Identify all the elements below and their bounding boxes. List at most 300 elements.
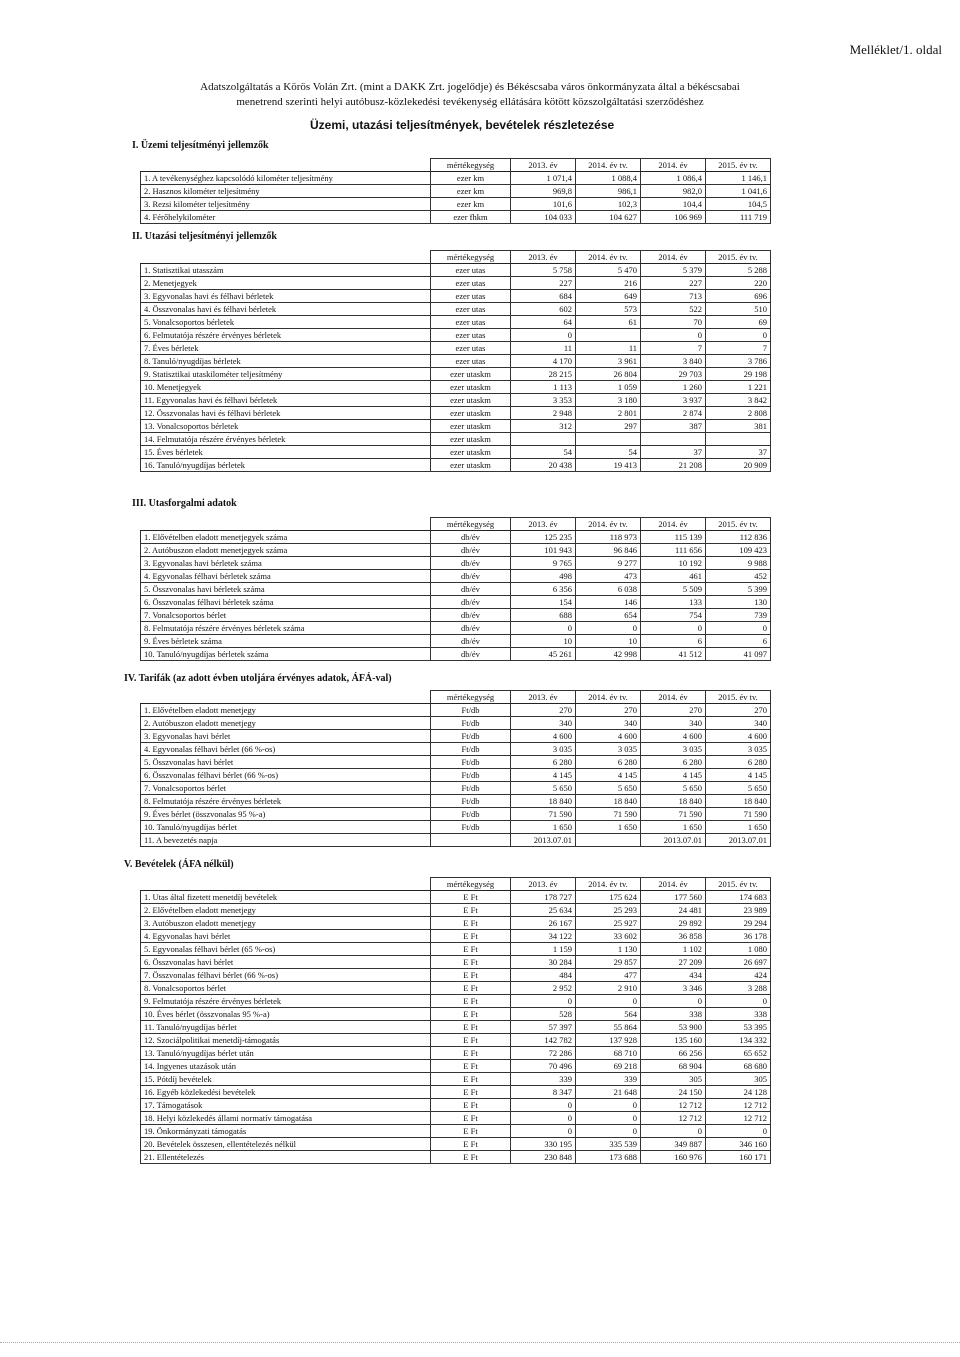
table-row [141, 185, 771, 198]
column-header: 2015. év tv. [706, 691, 771, 704]
row-unit: Ft/db [431, 795, 511, 808]
data-table [140, 250, 771, 472]
section-title: V. Bevételek (ÁFA nélkül) [124, 859, 234, 870]
row-label: 15. Pótdíj bevételek [141, 1073, 431, 1086]
row-value: 24 481 [641, 904, 706, 917]
row-unit: E Ft [431, 1047, 511, 1060]
table-row [141, 808, 771, 821]
row-value: 2013.07.01 [706, 834, 771, 847]
table-row [141, 609, 771, 622]
row-value: 1 059 [576, 381, 641, 394]
row-value: 69 [706, 316, 771, 329]
row-value: 0 [706, 622, 771, 635]
table-header-row [141, 159, 771, 172]
row-value: 1 130 [576, 943, 641, 956]
column-header: mértékegység [431, 518, 511, 531]
row-unit: db/év [431, 544, 511, 557]
section-title: III. Utasforgalmi adatok [132, 498, 237, 509]
row-unit: ezer utaskm [431, 459, 511, 472]
row-value: 10 [576, 635, 641, 648]
table-row [141, 459, 771, 472]
section-title: IV. Tarifák (az adott évben utoljára érvényes adatok, ÁFÁ-val) [124, 673, 392, 684]
row-value [576, 433, 641, 446]
row-value: 1 041,6 [706, 185, 771, 198]
row-value: 452 [706, 570, 771, 583]
row-value: 36 178 [706, 930, 771, 943]
column-header: 2014. év tv. [576, 518, 641, 531]
row-value: 0 [641, 622, 706, 635]
column-header: 2013. év [511, 518, 576, 531]
row-value: 522 [641, 303, 706, 316]
row-value [511, 433, 576, 446]
row-value: 1 159 [511, 943, 576, 956]
row-label: 7. Vonalcsoportos bérlet [141, 782, 431, 795]
row-value: 498 [511, 570, 576, 583]
row-value: 160 976 [641, 1151, 706, 1164]
table-row [141, 782, 771, 795]
row-unit: ezer fhkm [431, 211, 511, 224]
row-label: 9. Felmutatója részére érvényes bérletek [141, 995, 431, 1008]
column-header: 2014. év [641, 251, 706, 264]
row-unit: E Ft [431, 995, 511, 1008]
row-value: 1 650 [576, 821, 641, 834]
row-unit: ezer utaskm [431, 394, 511, 407]
row-value: 29 294 [706, 917, 771, 930]
row-value: 3 035 [511, 743, 576, 756]
row-label: 14. Felmutatója részére érvényes bérletek [141, 433, 431, 446]
row-value: 45 261 [511, 648, 576, 661]
row-label: 3. Rezsi kilométer teljesítmény [141, 198, 431, 211]
row-value: 106 969 [641, 211, 706, 224]
row-value: 28 215 [511, 368, 576, 381]
row-value: 6 [706, 635, 771, 648]
row-unit: ezer utaskm [431, 446, 511, 459]
row-value: 174 683 [706, 891, 771, 904]
row-unit: E Ft [431, 969, 511, 982]
row-value: 3 961 [576, 355, 641, 368]
row-value: 104,4 [641, 198, 706, 211]
row-value: 649 [576, 290, 641, 303]
row-value: 484 [511, 969, 576, 982]
row-value: 227 [641, 277, 706, 290]
row-value: 1 146,1 [706, 172, 771, 185]
row-value: 1 650 [706, 821, 771, 834]
row-unit: E Ft [431, 1008, 511, 1021]
row-unit: ezer utaskm [431, 420, 511, 433]
row-label: 3. Egyvonalas havi bérletek száma [141, 557, 431, 570]
table-row [141, 756, 771, 769]
row-label: 5. Összvonalas havi bérlet [141, 756, 431, 769]
row-label: 3. Egyvonalas havi és félhavi bérletek [141, 290, 431, 303]
row-unit: E Ft [431, 1112, 511, 1125]
row-label: 18. Helyi közlekedés állami normatív támogatása [141, 1112, 431, 1125]
row-value: 5 288 [706, 264, 771, 277]
row-value: 25 927 [576, 917, 641, 930]
row-unit: db/év [431, 570, 511, 583]
row-unit: ezer km [431, 198, 511, 211]
column-header: 2015. év tv. [706, 159, 771, 172]
row-unit [431, 834, 511, 847]
row-value: 70 496 [511, 1060, 576, 1073]
row-value: 0 [641, 995, 706, 1008]
column-header: 2013. év [511, 691, 576, 704]
row-value: 4 600 [706, 730, 771, 743]
column-header: 2014. év [641, 691, 706, 704]
row-label: 6. Összvonalas havi bérlet [141, 956, 431, 969]
row-value: 25 293 [576, 904, 641, 917]
row-value: 5 650 [706, 782, 771, 795]
table-header-row [141, 878, 771, 891]
table-row [141, 743, 771, 756]
row-value: 473 [576, 570, 641, 583]
row-value: 477 [576, 969, 641, 982]
row-value: 10 [511, 635, 576, 648]
row-value: 146 [576, 596, 641, 609]
row-label: 1. Elővételben eladott menetjegy [141, 704, 431, 717]
row-label: 17. Támogatások [141, 1099, 431, 1112]
row-value: 65 652 [706, 1047, 771, 1060]
row-value: 36 858 [641, 930, 706, 943]
row-value: 0 [641, 1125, 706, 1138]
row-label: 8. Vonalcsoportos bérlet [141, 982, 431, 995]
row-label: 1. Elővételben eladott menetjegyek száma [141, 531, 431, 544]
row-label: 8. Tanuló/nyugdíjas bérletek [141, 355, 431, 368]
row-value: 18 840 [706, 795, 771, 808]
row-value: 33 602 [576, 930, 641, 943]
table-row [141, 1034, 771, 1047]
row-unit: E Ft [431, 956, 511, 969]
row-label: 1. A tevékenységhez kapcsolódó kilométer teljesítmény [141, 172, 431, 185]
row-label: 4. Egyvonalas félhavi bérlet (66 %-os) [141, 743, 431, 756]
row-value: 5 650 [576, 782, 641, 795]
row-value: 101 943 [511, 544, 576, 557]
row-label: 11. A bevezetés napja [141, 834, 431, 847]
table-row [141, 290, 771, 303]
row-unit: ezer utaskm [431, 407, 511, 420]
row-value: 5 509 [641, 583, 706, 596]
column-header: 2014. év tv. [576, 691, 641, 704]
row-value: 29 892 [641, 917, 706, 930]
row-value: 55 864 [576, 1021, 641, 1034]
row-value: 118 973 [576, 531, 641, 544]
row-value: 3 346 [641, 982, 706, 995]
row-value: 6 [641, 635, 706, 648]
row-value: 68 680 [706, 1060, 771, 1073]
row-value: 6 280 [511, 756, 576, 769]
row-unit: db/év [431, 531, 511, 544]
row-label: 10. Éves bérlet (összvonalas 95 %-a) [141, 1008, 431, 1021]
row-value: 230 848 [511, 1151, 576, 1164]
row-value: 178 727 [511, 891, 576, 904]
row-value: 4 145 [511, 769, 576, 782]
row-label: 9. Éves bérletek száma [141, 635, 431, 648]
row-label: 6. Felmutatója részére érvényes bérletek [141, 329, 431, 342]
row-value: 70 [641, 316, 706, 329]
row-value: 3 842 [706, 394, 771, 407]
table-row [141, 368, 771, 381]
row-label: 3. Egyvonalas havi bérlet [141, 730, 431, 743]
table-row [141, 648, 771, 661]
row-label: 20. Bevételek összesen, ellentételezés nélkül [141, 1138, 431, 1151]
row-value: 346 160 [706, 1138, 771, 1151]
row-value: 0 [511, 329, 576, 342]
table-row [141, 1008, 771, 1021]
table-row [141, 531, 771, 544]
table-row [141, 982, 771, 995]
table-row [141, 407, 771, 420]
data-table [140, 517, 771, 661]
row-value: 72 286 [511, 1047, 576, 1060]
row-label: 10. Menetjegyek [141, 381, 431, 394]
row-label: 9. Éves bérlet (összvonalas 95 %-a) [141, 808, 431, 821]
row-value: 112 836 [706, 531, 771, 544]
row-value: 142 782 [511, 1034, 576, 1047]
row-value: 26 804 [576, 368, 641, 381]
row-value: 9 988 [706, 557, 771, 570]
column-header: mértékegység [431, 251, 511, 264]
row-label: 8. Felmutatója részére érvényes bérletek száma [141, 622, 431, 635]
row-value: 381 [706, 420, 771, 433]
row-value: 20 909 [706, 459, 771, 472]
table-row [141, 891, 771, 904]
row-value: 5 399 [706, 583, 771, 596]
row-value: 330 195 [511, 1138, 576, 1151]
row-value: 0 [576, 1125, 641, 1138]
header-blank-cell [141, 251, 431, 264]
row-value: 29 198 [706, 368, 771, 381]
column-header: 2014. év tv. [576, 251, 641, 264]
row-value: 2013.07.01 [511, 834, 576, 847]
row-value: 71 590 [511, 808, 576, 821]
row-value: 53 395 [706, 1021, 771, 1034]
row-value: 26 697 [706, 956, 771, 969]
row-value: 37 [641, 446, 706, 459]
row-value: 57 397 [511, 1021, 576, 1034]
row-value: 27 209 [641, 956, 706, 969]
row-value: 12 712 [706, 1099, 771, 1112]
row-value: 4 145 [576, 769, 641, 782]
row-unit: ezer utas [431, 303, 511, 316]
column-header: 2014. év [641, 878, 706, 891]
row-value: 18 840 [511, 795, 576, 808]
row-unit: E Ft [431, 982, 511, 995]
row-value: 1 113 [511, 381, 576, 394]
row-unit: E Ft [431, 1099, 511, 1112]
row-label: 2. Menetjegyek [141, 277, 431, 290]
row-value: 3 353 [511, 394, 576, 407]
row-value: 6 280 [641, 756, 706, 769]
row-value: 220 [706, 277, 771, 290]
row-value: 69 218 [576, 1060, 641, 1073]
row-value: 7 [641, 342, 706, 355]
row-value: 1 102 [641, 943, 706, 956]
row-value: 173 688 [576, 1151, 641, 1164]
row-unit: Ft/db [431, 756, 511, 769]
table-row [141, 795, 771, 808]
row-value: 510 [706, 303, 771, 316]
table-row [141, 342, 771, 355]
row-value: 387 [641, 420, 706, 433]
header-blank-cell [141, 691, 431, 704]
row-label: 13. Vonalcsoportos bérletek [141, 420, 431, 433]
column-header: 2014. év [641, 159, 706, 172]
row-value: 3 288 [706, 982, 771, 995]
row-label: 1. Utas által fizetett menetdíj bevételek [141, 891, 431, 904]
row-value: 461 [641, 570, 706, 583]
row-label: 5. Egyvonalas félhavi bérlet (65 %-os) [141, 943, 431, 956]
row-value: 0 [576, 995, 641, 1008]
table-row [141, 394, 771, 407]
row-value: 0 [511, 995, 576, 1008]
table-row [141, 1099, 771, 1112]
row-unit: E Ft [431, 904, 511, 917]
row-unit: Ft/db [431, 704, 511, 717]
table-row [141, 557, 771, 570]
row-label: 4. Egyvonalas félhavi bérletek száma [141, 570, 431, 583]
row-value: 175 624 [576, 891, 641, 904]
row-value: 154 [511, 596, 576, 609]
table-row [141, 622, 771, 635]
row-value: 340 [511, 717, 576, 730]
column-header: 2014. év tv. [576, 159, 641, 172]
row-value: 11 [511, 342, 576, 355]
row-value: 1 071,4 [511, 172, 576, 185]
table-header-row [141, 518, 771, 531]
row-label: 1. Statisztikai utasszám [141, 264, 431, 277]
row-value: 573 [576, 303, 641, 316]
row-value: 3 035 [576, 743, 641, 756]
row-value: 160 171 [706, 1151, 771, 1164]
header-blank-cell [141, 159, 431, 172]
row-value: 102,3 [576, 198, 641, 211]
row-value: 713 [641, 290, 706, 303]
row-value: 2 948 [511, 407, 576, 420]
row-label: 4. Összvonalas havi és félhavi bérletek [141, 303, 431, 316]
table-row [141, 1125, 771, 1138]
row-value: 0 [576, 622, 641, 635]
row-value: 134 332 [706, 1034, 771, 1047]
row-value: 68 904 [641, 1060, 706, 1073]
section-title: I. Üzemi teljesítményi jellemzők [132, 140, 269, 151]
row-unit: E Ft [431, 891, 511, 904]
row-unit: Ft/db [431, 769, 511, 782]
row-value: 5 379 [641, 264, 706, 277]
bottom-dotted-line [0, 1342, 960, 1344]
column-header: 2013. év [511, 251, 576, 264]
row-value: 137 928 [576, 1034, 641, 1047]
row-value: 305 [641, 1073, 706, 1086]
row-value: 349 887 [641, 1138, 706, 1151]
row-value: 654 [576, 609, 641, 622]
row-value: 338 [706, 1008, 771, 1021]
row-value: 29 703 [641, 368, 706, 381]
table-row [141, 583, 771, 596]
row-value: 4 600 [641, 730, 706, 743]
row-unit: E Ft [431, 1034, 511, 1047]
row-value: 0 [706, 329, 771, 342]
page-reference: Melléklet/1. oldal [849, 42, 942, 57]
row-unit: ezer utas [431, 264, 511, 277]
table-row [141, 446, 771, 459]
row-unit: db/év [431, 635, 511, 648]
row-value: 270 [641, 704, 706, 717]
row-unit: db/év [431, 583, 511, 596]
column-header: 2014. év tv. [576, 878, 641, 891]
table-row [141, 420, 771, 433]
row-unit: ezer utas [431, 316, 511, 329]
row-value: 1 080 [706, 943, 771, 956]
row-value: 335 539 [576, 1138, 641, 1151]
row-label: 8. Felmutatója részére érvényes bérletek [141, 795, 431, 808]
row-value: 434 [641, 969, 706, 982]
table-row [141, 316, 771, 329]
row-label: 4. Férőhelykilométer [141, 211, 431, 224]
row-label: 16. Tanuló/nyugdíjas bérletek [141, 459, 431, 472]
data-table [140, 158, 771, 224]
row-value: 3 035 [706, 743, 771, 756]
row-value: 104,5 [706, 198, 771, 211]
table-row [141, 329, 771, 342]
row-value: 986,1 [576, 185, 641, 198]
data-table [140, 690, 771, 847]
row-value: 0 [576, 1112, 641, 1125]
column-header: 2015. év tv. [706, 878, 771, 891]
column-header: 2015. év tv. [706, 251, 771, 264]
row-value: 340 [706, 717, 771, 730]
row-label: 3. Autóbuszon eladott menetjegy [141, 917, 431, 930]
row-value: 66 256 [641, 1047, 706, 1060]
row-value: 3 937 [641, 394, 706, 407]
row-value: 71 590 [576, 808, 641, 821]
table-row [141, 1060, 771, 1073]
row-value: 8 347 [511, 1086, 576, 1099]
row-label: 10. Tanuló/nyugdíjas bérlet [141, 821, 431, 834]
row-value: 4 145 [641, 769, 706, 782]
row-value: 1 221 [706, 381, 771, 394]
row-value: 1 650 [511, 821, 576, 834]
row-unit: E Ft [431, 1151, 511, 1164]
row-value: 564 [576, 1008, 641, 1021]
row-unit: Ft/db [431, 730, 511, 743]
document-title: Üzemi, utazási teljesítmények, bevételek részletezése [310, 118, 615, 132]
row-value: 1 260 [641, 381, 706, 394]
row-value: 6 280 [576, 756, 641, 769]
row-label: 2. Hasznos kilométer teljesítmény [141, 185, 431, 198]
row-value: 104 033 [511, 211, 576, 224]
table-row [141, 211, 771, 224]
row-value: 12 712 [641, 1112, 706, 1125]
row-value: 0 [576, 1099, 641, 1112]
column-header: mértékegység [431, 878, 511, 891]
table-row [141, 943, 771, 956]
row-unit: ezer utas [431, 342, 511, 355]
table-row [141, 956, 771, 969]
row-label: 15. Éves bérletek [141, 446, 431, 459]
table-row [141, 277, 771, 290]
row-value: 339 [576, 1073, 641, 1086]
row-value: 2 874 [641, 407, 706, 420]
row-value: 0 [511, 1099, 576, 1112]
row-value: 54 [511, 446, 576, 459]
row-value: 25 634 [511, 904, 576, 917]
intro-line-1: Adatszolgáltatás a Körös Volán Zrt. (mint a DAKK Zrt. jogelődje) és Békéscsaba város önkormányzata által a békéscsabai [200, 81, 740, 93]
row-value: 227 [511, 277, 576, 290]
row-label: 6. Összvonalas félhavi bérletek száma [141, 596, 431, 609]
row-value: 3 035 [641, 743, 706, 756]
row-value: 4 170 [511, 355, 576, 368]
table-row [141, 730, 771, 743]
row-value: 2 910 [576, 982, 641, 995]
